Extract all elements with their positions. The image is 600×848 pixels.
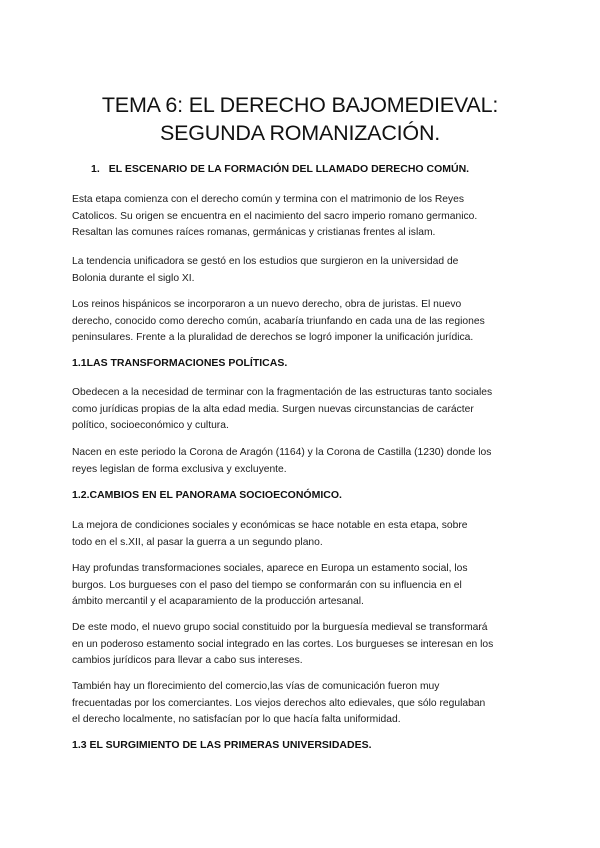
section-1-3-heading: 1.3 EL SURGIMIENTO DE LAS PRIMERAS UNIVERSIDADES.: [72, 739, 372, 751]
paragraph-line: burgos. Los burgueses con el paso del tiempo se conformarán con su influencia en el: [72, 579, 462, 591]
paragraph-line: derecho, conocido como derecho común, acabaría triunfando en cada una de las regiones: [72, 315, 485, 327]
paragraph-line: Bolonia durante el siglo XI.: [72, 272, 195, 284]
paragraph-line: peninsulares. Frente a la pluralidad de derechos se logró imponer la unificación jurídica.: [72, 332, 474, 344]
paragraph-line: La tendencia unificadora se gestó en los estudios que surgieron en la universidad de: [72, 256, 459, 267]
paragraph-line: en un poderoso estamento social integrado en las cortes. Los burgueses se interesan en los: [72, 638, 494, 650]
paragraph: [72, 254, 532, 287]
paragraph-line: Obedecen a la necesidad de terminar con la fragmentación de las estructuras tanto sociales: [72, 387, 493, 398]
paragraph-line: todo en el s.XII, al pasar la guerra a un segundo plano.: [72, 536, 323, 548]
paragraph: [72, 620, 532, 670]
section-1-heading: [91, 163, 469, 175]
paragraph-line: cambios jurídicos para llevar a cabo sus intereses.: [72, 655, 303, 667]
document-title-line-2: SEGUNDA ROMANIZACIÓN.: [159, 121, 441, 145]
paragraph: [72, 679, 532, 729]
paragraph: [72, 561, 532, 611]
paragraph: [72, 297, 532, 347]
paragraph: [72, 385, 532, 435]
paragraph-line: También hay un florecimiento del comercio,las vías de comunicación fueron muy: [72, 681, 440, 692]
paragraph-line: Los reinos hispánicos se incorporaron a un nuevo derecho, obra de juristas. El nuevo: [72, 299, 462, 310]
paragraph-line: Resaltan las comunes raíces romanas, germánicas y cristianas frentes al islam.: [72, 227, 436, 239]
document-title-line-1: TEMA 6: EL DERECHO BAJOMEDIEVAL:: [101, 93, 499, 117]
paragraph-line: La mejora de condiciones sociales y económicas se hace notable en esta etapa, sobre: [72, 520, 468, 531]
paragraph-line: frecuentadas por los comerciantes. Los viejos derechos alto edievales, que sólo regulaban: [72, 697, 486, 709]
paragraph-line: Hay profundas transformaciones sociales, aparece en Europa un estamento social, los: [72, 563, 468, 574]
section-1-1-heading: 1.1LAS TRANSFORMACIONES POLÍTICAS.: [72, 357, 288, 369]
section-1-title: EL ESCENARIO DE LA FORMACIÓN DEL LLAMADO DERECHO COMÚN.: [108, 163, 470, 175]
paragraph-line: De este modo, el nuevo grupo social constituido por la burguesía medieval se transformará: [72, 622, 488, 633]
paragraph-line: político, socioeconómico y cultura.: [72, 420, 229, 432]
section-1-number: 1.: [91, 163, 100, 175]
paragraph-line: reyes legislan de forma exclusiva y excluyente.: [72, 463, 287, 475]
paragraph-line: Catolicos. Su origen se encuentra en el nacimiento del sacro imperio romano germanico.: [72, 210, 478, 222]
paragraph-line: Esta etapa comienza con el derecho común y termina con el matrimonio de los Reyes: [72, 194, 465, 205]
paragraph: [72, 445, 532, 478]
paragraph-line: como jurídicas propias de la alta edad media. Surgen nuevas circunstancias de carácter: [72, 403, 474, 415]
section-1-2-heading: 1.2.CAMBIOS EN EL PANORAMA SOCIOECONÓMICO.: [72, 489, 342, 501]
paragraph-line: el derecho localmente, no satisfacían por lo que hacía falta uniformidad.: [72, 714, 401, 726]
paragraph: [72, 518, 532, 551]
paragraph-line: Nacen en este periodo la Corona de Aragón (1164) y la Corona de Castilla (1230) donde los: [72, 447, 492, 458]
paragraph: [72, 192, 532, 242]
paragraph-line: ámbito mercantil y el acaparamiento de la producción artesanal.: [72, 596, 364, 608]
